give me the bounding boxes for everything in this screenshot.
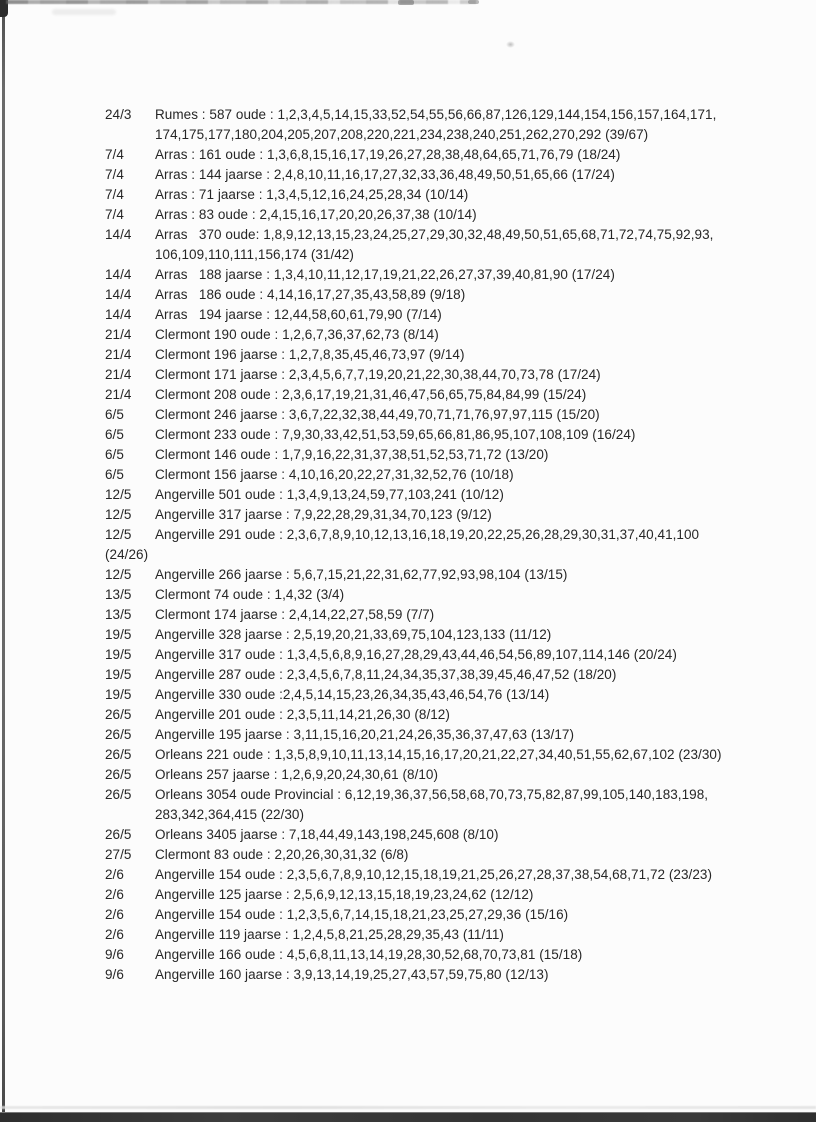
result-text: Arras : 144 jaarse : 2,4,8,10,11,16,17,27,32,33,36,48,49,50,51,65,66 (17/24) <box>155 167 615 182</box>
result-text: Angerville 328 jaarse : 2,5,19,20,21,33,69,75,104,123,133 (11/12) <box>155 627 552 642</box>
result-row <box>105 645 785 665</box>
result-row <box>105 605 785 625</box>
result-date: 7/4 <box>105 207 124 222</box>
result-row <box>105 505 785 525</box>
result-row <box>105 905 785 925</box>
result-date: 26/5 <box>105 787 132 802</box>
result-date: 19/5 <box>105 667 132 682</box>
result-text: Rumes : 587 oude : 1,2,3,4,5,14,15,33,52,54,55,56,66,87,126,129,144,154,156,157,164,171, <box>155 107 717 122</box>
result-text: Angerville 291 oude : 2,3,6,7,8,9,10,12,13,16,18,19,20,22,25,26,28,29,30,31,37,40,41,100 <box>155 527 700 542</box>
result-text: Angerville 160 jaarse : 3,9,13,14,19,25,27,43,57,59,75,80 (12/13) <box>155 967 549 982</box>
result-row <box>105 945 785 965</box>
scan-edge-bottom <box>0 1112 816 1122</box>
result-text: 106,109,110,111,156,174 (31/42) <box>155 247 354 262</box>
result-text: Angerville 317 oude : 1,3,4,5,6,8,9,16,27,28,29,43,44,46,54,56,89,107,114,146 (20/24) <box>155 647 677 662</box>
result-row <box>105 785 785 805</box>
result-date: 21/4 <box>105 327 132 342</box>
result-row <box>105 685 785 705</box>
scan-ghost-smudge <box>52 9 116 15</box>
result-row <box>105 185 785 205</box>
result-text: Angerville 195 jaarse : 3,11,15,16,20,21,24,26,35,36,37,47,63 (13/17) <box>155 727 575 742</box>
result-row <box>105 525 785 545</box>
result-date: 6/5 <box>105 407 124 422</box>
result-date: 12/5 <box>105 527 132 542</box>
result-text: Arras : 83 oude : 2,4,15,16,17,20,20,26,37,38 (10/14) <box>155 207 477 222</box>
result-row <box>105 765 785 785</box>
result-row <box>105 585 785 605</box>
result-row <box>105 305 785 325</box>
result-row <box>105 205 785 225</box>
result-row <box>105 325 785 345</box>
scan-speck <box>506 41 515 48</box>
result-date: 6/5 <box>105 467 124 482</box>
result-row <box>105 865 785 885</box>
result-row <box>105 625 785 645</box>
result-text: Orleans 3054 oude Provincial : 6,12,19,36,37,56,58,68,70,73,75,82,87,99,105,140,183,198, <box>155 787 709 802</box>
result-text: Arras 370 oude: 1,8,9,12,13,15,23,24,25,27,29,30,32,48,49,50,51,65,68,71,72,74,75,92,93, <box>155 227 714 242</box>
result-text: Angerville 166 oude : 4,5,6,8,11,13,14,19,28,30,52,68,70,73,81 (15/18) <box>155 947 583 962</box>
result-text: Clermont 74 oude : 1,4,32 (3/4) <box>155 587 345 602</box>
result-date: 2/6 <box>105 927 124 942</box>
result-date: 19/5 <box>105 627 132 642</box>
scan-bottom-shadow <box>0 1106 816 1109</box>
result-row <box>105 245 785 265</box>
result-row <box>105 925 785 945</box>
result-text: Clermont 156 jaarse : 4,10,16,20,22,27,31,32,52,76 (10/18) <box>155 467 514 482</box>
result-row <box>105 165 785 185</box>
result-date: 2/6 <box>105 907 124 922</box>
result-date <box>105 125 155 145</box>
result-text: Angerville 287 oude : 2,3,4,5,6,7,8,11,24,34,35,37,38,39,45,46,47,52 (18/20) <box>155 667 617 682</box>
scan-edge-left <box>2 0 5 1122</box>
result-date: 6/5 <box>105 447 124 462</box>
result-row <box>105 445 785 465</box>
result-date: 7/4 <box>105 187 124 202</box>
result-date: 26/5 <box>105 827 132 842</box>
result-date: 6/5 <box>105 427 124 442</box>
result-text: Arras 194 jaarse : 12,44,58,60,61,79,90 (7/14) <box>155 307 442 322</box>
result-date: 14/4 <box>105 227 132 242</box>
result-text: Angerville 266 jaarse : 5,6,7,15,21,22,31,62,77,92,93,98,104 (13/15) <box>155 567 568 582</box>
result-text: Clermont 146 oude : 1,7,9,16,22,31,37,38,51,52,53,71,72 (13/20) <box>155 447 549 462</box>
result-date: 14/4 <box>105 267 132 282</box>
result-row <box>105 725 785 745</box>
result-text: Clermont 190 oude : 1,2,6,7,36,37,62,73 (8/14) <box>155 327 439 342</box>
result-date: 26/5 <box>105 707 132 722</box>
result-date: 27/5 <box>105 847 132 862</box>
result-row <box>105 805 785 825</box>
result-date: 7/4 <box>105 147 124 162</box>
result-text: Angerville 330 oude :2,4,5,14,15,23,26,34,35,43,46,54,76 (13/14) <box>155 687 550 702</box>
result-row <box>105 705 785 725</box>
result-text: Clermont 174 jaarse : 2,4,14,22,27,58,59 (7/7) <box>155 607 435 622</box>
result-row <box>105 405 785 425</box>
result-row <box>105 285 785 305</box>
result-date: 9/6 <box>105 967 124 982</box>
result-date: 24/3 <box>105 107 132 122</box>
result-row <box>105 825 785 845</box>
result-date: 7/4 <box>105 167 124 182</box>
result-date: 2/6 <box>105 887 124 902</box>
scan-top-mark <box>468 0 479 4</box>
result-text: Orleans 221 oude : 1,3,5,8,9,10,11,13,14,15,16,17,20,21,22,27,34,40,51,55,62,67,102 (23/30) <box>155 747 722 762</box>
result-date <box>105 805 155 825</box>
result-text: Orleans 257 jaarse : 1,2,6,9,20,24,30,61 (8/10) <box>155 767 439 782</box>
result-date: 9/6 <box>105 947 124 962</box>
result-date: 12/5 <box>105 487 132 502</box>
result-date: 12/5 <box>105 567 132 582</box>
result-row <box>105 665 785 685</box>
result-date: 2/6 <box>105 867 124 882</box>
result-text: Clermont 83 oude : 2,20,26,30,31,32 (6/8) <box>155 847 409 862</box>
result-row <box>105 365 785 385</box>
result-text: Angerville 317 jaarse : 7,9,22,28,29,31,34,70,123 (9/12) <box>155 507 492 522</box>
result-text: Clermont 233 oude : 7,9,30,33,42,51,53,59,65,66,81,86,95,107,108,109 (16/24) <box>155 427 636 442</box>
result-text: Arras : 161 oude : 1,3,6,8,15,16,17,19,26,27,28,38,48,64,65,71,76,79 (18/24) <box>155 147 621 162</box>
result-text: Arras 186 oude : 4,14,16,17,27,35,43,58,89 (9/18) <box>155 287 466 302</box>
result-row <box>105 565 785 585</box>
result-row <box>105 145 785 165</box>
result-row <box>105 225 785 245</box>
result-date: 14/4 <box>105 307 132 322</box>
result-text: Clermont 171 jaarse : 2,3,4,5,6,7,7,19,20,21,22,30,38,44,70,73,78 (17/24) <box>155 367 601 382</box>
result-date <box>105 245 155 265</box>
result-text: Angerville 125 jaarse : 2,5,6,9,12,13,15,18,19,23,24,62 (12/12) <box>155 887 534 902</box>
result-text: Clermont 246 jaarse : 3,6,7,22,32,38,44,49,70,71,71,76,97,97,115 (15/20) <box>155 407 600 422</box>
result-row <box>105 545 785 565</box>
result-row <box>105 885 785 905</box>
results-list <box>105 105 785 985</box>
result-row <box>105 385 785 405</box>
result-date: 21/4 <box>105 347 132 362</box>
result-row <box>105 125 785 145</box>
result-date: 26/5 <box>105 767 132 782</box>
result-text: Angerville 119 jaarse : 1,2,4,5,8,21,25,28,29,35,43 (11/11) <box>155 927 504 942</box>
result-date: 19/5 <box>105 687 132 702</box>
result-date: 21/4 <box>105 367 132 382</box>
result-text: Clermont 196 jaarse : 1,2,7,8,35,45,46,73,97 (9/14) <box>155 347 465 362</box>
result-text: Arras 188 jaarse : 1,3,4,10,11,12,17,19,21,22,26,27,37,39,40,81,90 (17/24) <box>155 267 615 282</box>
result-date: 21/4 <box>105 387 132 402</box>
result-text: Arras : 71 jaarse : 1,3,4,5,12,16,24,25,28,34 (10/14) <box>155 187 469 202</box>
result-row <box>105 425 785 445</box>
result-date: 13/5 <box>105 607 132 622</box>
result-date: 26/5 <box>105 747 132 762</box>
result-date: 19/5 <box>105 647 132 662</box>
result-row <box>105 105 785 125</box>
result-row <box>105 965 785 985</box>
result-row <box>105 345 785 365</box>
result-row <box>105 465 785 485</box>
result-text: Angerville 201 oude : 2,3,5,11,14,21,26,30 (8/12) <box>155 707 450 722</box>
result-text: Angerville 501 oude : 1,3,4,9,13,24,59,77,103,241 (10/12) <box>155 487 504 502</box>
result-text: 174,175,177,180,204,205,207,208,220,221,234,238,240,251,262,270,292 (39/67) <box>155 127 649 142</box>
result-text: Orleans 3405 jaarse : 7,18,44,49,143,198,245,608 (8/10) <box>155 827 499 842</box>
result-text: (24/26) <box>105 547 149 562</box>
result-date: 14/4 <box>105 287 132 302</box>
scan-top-mark <box>398 0 414 5</box>
result-text: Angerville 154 oude : 2,3,5,6,7,8,9,10,12,15,18,19,21,25,26,27,28,37,38,54,68,71,72 (23/23) <box>155 867 712 882</box>
result-row <box>105 745 785 765</box>
result-row <box>105 485 785 505</box>
result-date: 26/5 <box>105 727 132 742</box>
result-row <box>105 265 785 285</box>
result-text: Clermont 208 oude : 2,3,6,17,19,21,31,46,47,56,65,75,84,84,99 (15/24) <box>155 387 587 402</box>
result-date: 13/5 <box>105 587 132 602</box>
result-row <box>105 845 785 865</box>
result-text: Angerville 154 oude : 1,2,3,5,6,7,14,15,18,21,23,25,27,29,36 (15/16) <box>155 907 569 922</box>
result-date: 12/5 <box>105 507 132 522</box>
result-text: 283,342,364,415 (22/30) <box>155 807 305 822</box>
